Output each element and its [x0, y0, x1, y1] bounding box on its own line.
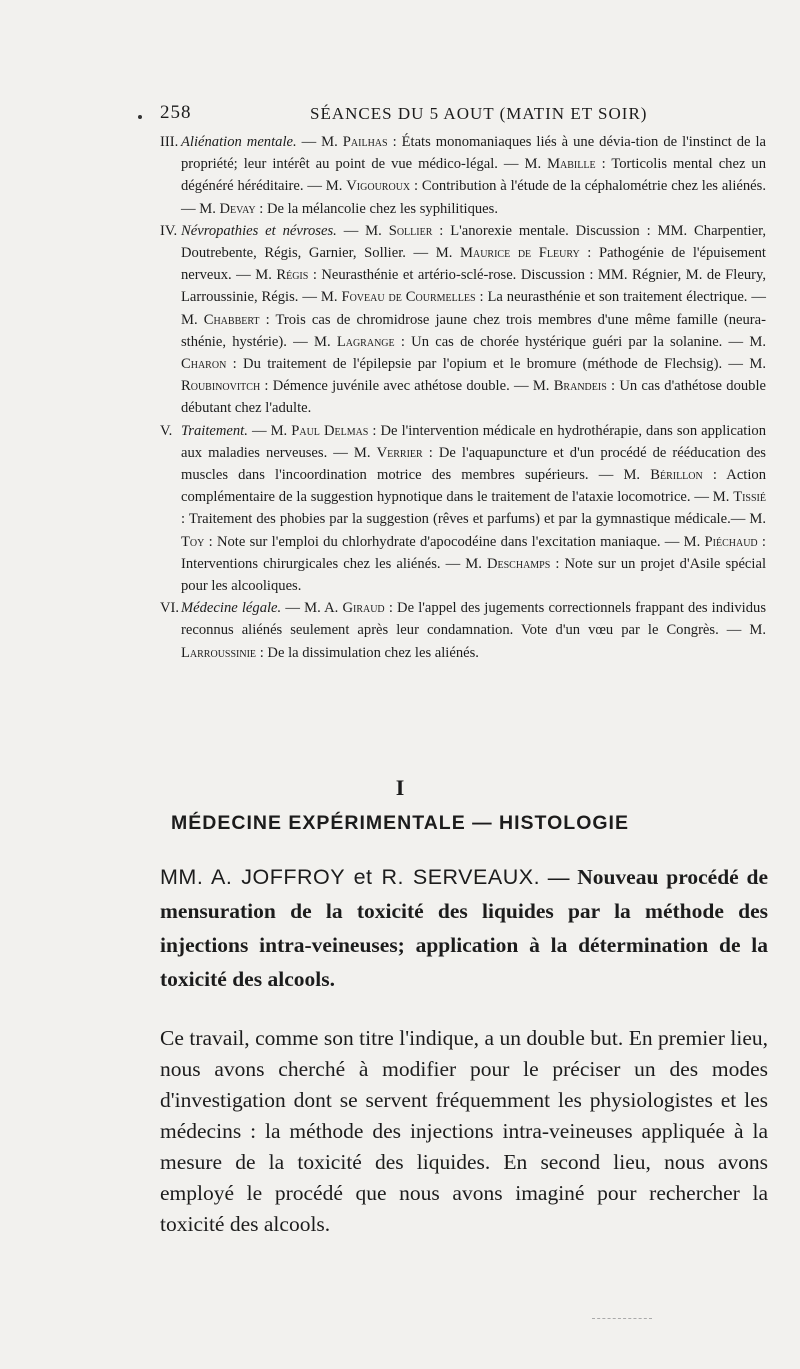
article-body: Ce travail, comme son titre l'indique, a un double but. En premier lieu, nous avons cherché à modifier pour le préciser un des modes d'investigation dont se servent fréquemment les physiologistes et les médecins : la méthode des injections intra-veineuses appliquée à la mesure de la toxicité des liquides. En second lieu, nous avons employé le procédé que nous avons imaginé pour rechercher la toxicité des alcools. — [160, 1026, 768, 1236]
section-vi — [160, 597, 766, 664]
section-heading: Névropathies et névroses. — [181, 222, 337, 239]
article-title-text: — Nouveau procédé de mensuration de la toxicité des liquides par la méthode des injections intra-veineuses; application à la détermination de la toxicité des alcools. — [160, 865, 769, 991]
section-iii — [160, 131, 766, 220]
section-v — [160, 420, 766, 598]
section-heading: Médecine légale. — [181, 600, 282, 617]
chapter-title: MÉDECINE EXPÉRIMENTALE — HISTOLOGIE — [171, 812, 629, 834]
section-iv — [160, 220, 766, 420]
footer-rule — [592, 1318, 652, 1319]
margin-dot — [138, 115, 142, 119]
section-heading: Aliénation mentale. — [181, 134, 297, 150]
running-title: SÉANCES DU 5 AOUT (MATIN ET SOIR) — [310, 104, 648, 123]
section-text: — M. A. Giraud : De l'appel des jugements correctionnels frappant des individus reconnus aliénés seulement après leur condamnation. Vote d'un vœu par le Congrès. — M. Larroussinie : De la dissimulation chez les aliénés. — [181, 600, 766, 661]
section-text: — M. Paul Delmas : De l'intervention médicale en hydrothérapie, dans son application aux maladies nerveuses. — M. Verrier : De l'aquapuncture et d'un procédé de rééducation des muscles dans l'incoordination motrice des membres supérieurs. — M. Bérillon : Action complémentaire de la suggestion hypnotique dans le traitement de l'ataxie locomotrice. — M. Tissié : Traitement des phobies par la suggestion (rêves et parfums) et par la gymnastique médicale.— M. Toy : Note sur l'emploi du chlorhydrate d'apocodéine dans l'excitation maniaque. — M. Piéchaud : Interventions chirurgicales chez les aliénés. — M. Deschamps : Note sur un projet d'Asile spécial pour les alcooliques. — [181, 422, 767, 595]
section-number: V. — [160, 422, 173, 439]
session-program — [160, 131, 766, 664]
chapter-number: I — [395, 775, 405, 800]
section-number: III. — [160, 134, 179, 150]
section-text: — M. Sollier : L'anorexie mentale. Discussion : MM. Charpentier, Doutrebente, Régis, Garnier, Sollier. — M. Maurice de Fleury : Pathogénie de l'épuisement nerveux. — M. Régis : Neurasthénie et artério-sclé-rose. Discussion : MM. Régnier, M. de Fleury, Larroussinie, Régis. — M. Foveau de Courmelles : La neurasthénie et son traitement électrique. — M. Chabbert : Trois cas de chromidrose jaune chez trois membres d'une même famille (neura-sthénie, hystérie). — M. Lagrange : Un cas de chorée hystérique guéri par la solanine. — M. Charon : Du traitement de l'épilepsie par l'opium et le bromure (méthode de Flechsig). — M. Roubinovitch : Démence juvénile avec athétose double. — M. Brandeis : Un cas d'athétose double débutant chez l'adulte. — [181, 222, 766, 417]
section-heading: Traitement. — [181, 422, 248, 439]
section-number: IV. — [160, 222, 178, 239]
article-authors: MM. A. JOFFROY et R. SERVEAUX. — [160, 865, 541, 889]
page-number: 258 — [160, 102, 192, 123]
article-title — [160, 860, 768, 996]
section-text: — M. Pailhas : États monomaniaques liés à une dévia-tion de l'instinct de la propriété; leur intérêt au point de vue médico-légal. — M. Mabille : Torticolis mental chez un dégénéré héréditaire. — M. Vigouroux : Contribution à l'étude de la céphalométrie chez les aliénés. — M. Devay : De la mélancolie chez les syphilitiques. — [181, 134, 766, 217]
section-number: VI. — [160, 600, 180, 617]
